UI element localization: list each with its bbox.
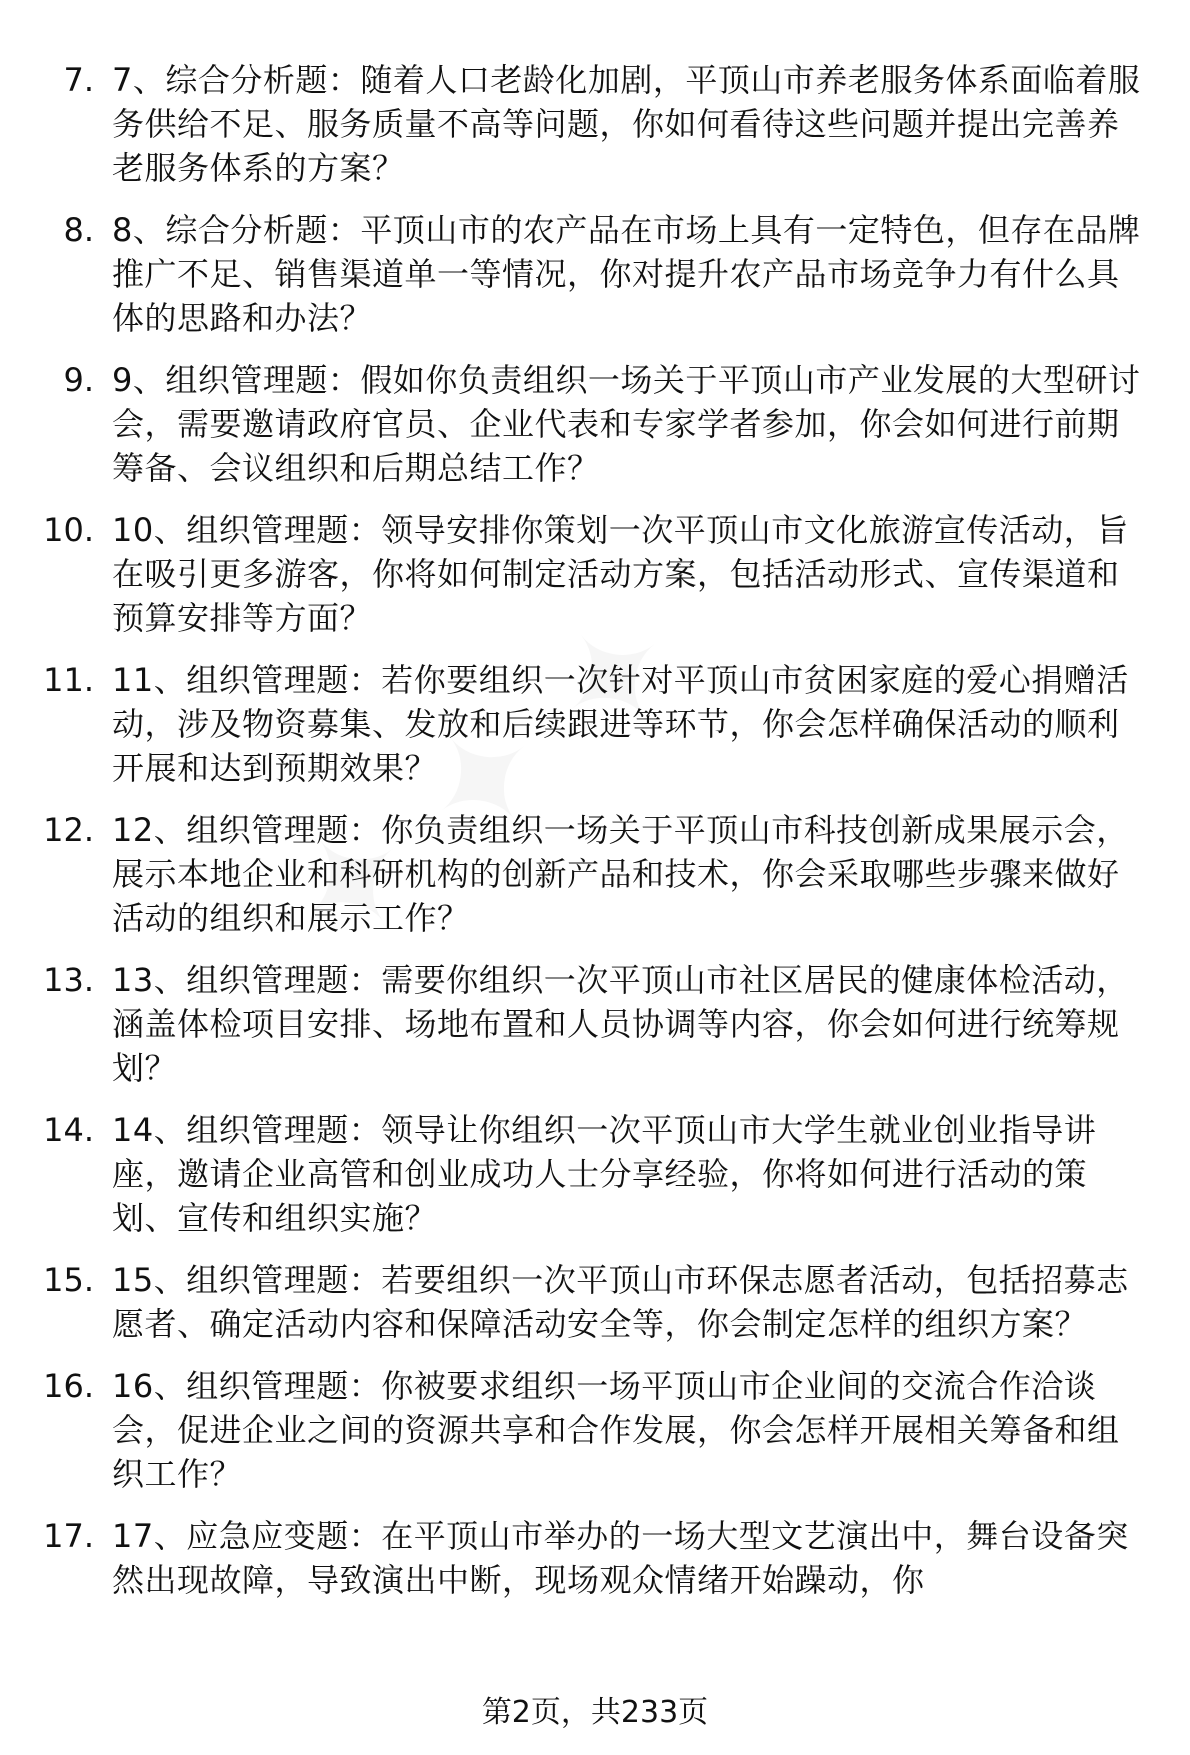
question-number: 15.	[43, 1261, 94, 1299]
question-number: 8.	[63, 211, 94, 249]
question-text: 14、组织管理题：领导让你组织一次平顶山市大学生就业创业指导讲座，邀请企业高管和创业成功人士分享经验，你将如何进行活动的策划、宣传和组织实施？	[112, 1111, 1097, 1237]
question-item	[0, 1258, 1190, 1346]
question-number: 16.	[43, 1367, 94, 1405]
question-item	[0, 1108, 1190, 1240]
question-item	[0, 358, 1190, 490]
question-text: 12、组织管理题：你负责组织一场关于平顶山市科技创新成果展示会，展示本地企业和科研机构的创新产品和技术，你会采取哪些步骤来做好活动的组织和展示工作？	[112, 811, 1129, 937]
question-item	[0, 958, 1190, 1090]
question-item	[0, 1364, 1190, 1496]
question-number: 13.	[43, 961, 94, 999]
question-number: 10.	[43, 511, 94, 549]
question-text: 9、组织管理题：假如你负责组织一场关于平顶山市产业发展的大型研讨会，需要邀请政府官员、企业代表和专家学者参加，你会如何进行前期筹备、会议组织和后期总结工作？	[112, 361, 1141, 487]
question-item	[0, 58, 1190, 190]
question-item	[0, 808, 1190, 940]
question-number: 7.	[63, 61, 94, 99]
question-number: 17.	[43, 1517, 94, 1555]
question-text: 10、组织管理题：领导安排你策划一次平顶山市文化旅游宣传活动，旨在吸引更多游客，你将如何制定活动方案，包括活动形式、宣传渠道和预算安排等方面？	[112, 511, 1129, 637]
question-number: 12.	[43, 811, 94, 849]
question-number: 11.	[43, 661, 94, 699]
question-text: 16、组织管理题：你被要求组织一场平顶山市企业间的交流合作洽谈会，促进企业之间的资源共享和合作发展，你会怎样开展相关筹备和组织工作？	[112, 1367, 1120, 1493]
question-text: 7、综合分析题：随着人口老龄化加剧，平顶山市养老服务体系面临着服务供给不足、服务质量不高等问题，你如何看待这些问题并提出完善养老服务体系的方案？	[112, 61, 1141, 187]
question-text: 11、组织管理题：若你要组织一次针对平顶山市贫困家庭的爱心捐赠活动，涉及物资募集、发放和后续跟进等环节，你会怎样确保活动的顺利开展和达到预期效果？	[112, 661, 1129, 787]
question-item	[0, 1514, 1190, 1602]
question-item	[0, 658, 1190, 790]
question-text: 13、组织管理题：需要你组织一次平顶山市社区居民的健康体检活动，涵盖体检项目安排、场地布置和人员协调等内容，你会如何进行统筹规划？	[112, 961, 1129, 1087]
question-number: 9.	[63, 361, 94, 399]
question-item	[0, 508, 1190, 640]
question-text: 8、综合分析题：平顶山市的农产品在市场上具有一定特色，但存在品牌推广不足、销售渠道单一等情况，你对提升农产品市场竞争力有什么具体的思路和办法？	[112, 211, 1141, 337]
question-text: 17、应急应变题：在平顶山市举办的一场大型文艺演出中，舞台设备突然出现故障，导致演出中断，现场观众情绪开始躁动，你	[112, 1517, 1129, 1599]
question-item	[0, 208, 1190, 340]
page-footer: 第2页，共233页	[481, 1695, 709, 1730]
question-list	[0, 58, 1190, 1620]
question-text: 15、组织管理题：若要组织一次平顶山市环保志愿者活动，包括招募志愿者、确定活动内容和保障活动安全等，你会制定怎样的组织方案？	[112, 1261, 1129, 1343]
question-number: 14.	[43, 1111, 94, 1149]
